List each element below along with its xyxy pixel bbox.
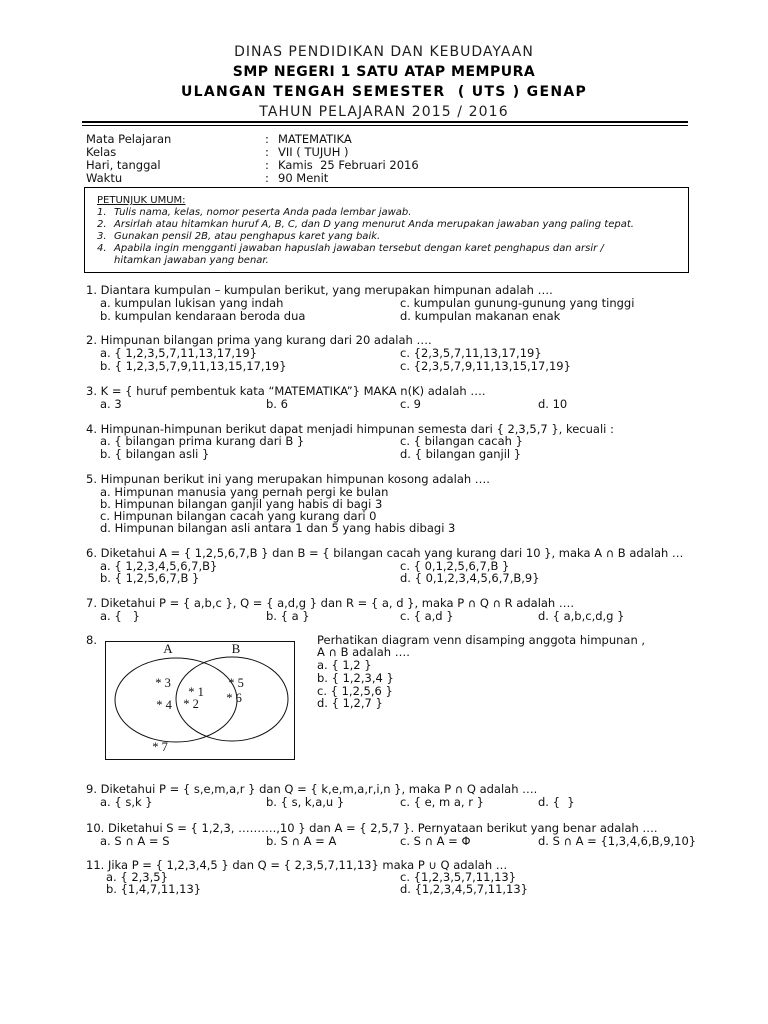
option-c: c. { 1,2,5,6 } [317, 684, 393, 698]
info-separator: : [265, 158, 269, 172]
info-separator: : [265, 132, 269, 146]
instruction-text: Tulis nama, kelas, nomor peserta Anda pada lembar jawab. [114, 207, 412, 218]
info-value-subject: MATEMATIKA [278, 132, 352, 146]
info-value-date: Kamis 25 Februari 2016 [278, 158, 419, 172]
option-a: a. S ∩ A = S [100, 834, 170, 848]
universal-set-rect [106, 642, 295, 760]
question-stem: 4. Himpunan-himpunan berikut dapat menjadi himpunan semesta dari { 2,3,5,7 }, kecuali : [86, 422, 614, 436]
option-c: c. S ∩ A = Φ [400, 834, 471, 848]
option-b: b. { 1,2,3,5,7,9,11,13,15,17,19} [100, 359, 287, 373]
info-label-subject: Mata Pelajaran [86, 132, 172, 146]
option-a: a. { 1,2,3,5,7,11,13,17,19} [100, 346, 258, 360]
set-b-label: B [231, 641, 241, 656]
venn-diagram-svg [105, 641, 295, 760]
option-c: c. {1,2,3,5,7,11,13} [400, 870, 517, 884]
option-a: a. { 1,2 } [317, 658, 372, 672]
option-a: a. { 2,3,5} [106, 870, 168, 884]
option-d: d. { a,b,c,d,g } [538, 609, 625, 623]
question-stem: 5. Himpunan berikut ini yang merupakan himpunan kosong adalah …. [86, 472, 490, 486]
option-c: c. { a,d } [400, 609, 454, 623]
option-d: c. {2,3,5,7,9,11,13,15,17,19} [400, 359, 571, 373]
question-stem: 11. Jika P = { 1,2,3,4,5 } dan Q = { 2,3,5,7,11,13} maka P ∪ Q adalah … [86, 858, 508, 872]
option-b: b. { s, k,a,u } [266, 795, 345, 809]
question-number: 8. [86, 633, 97, 647]
option-d: d. { 0,1,2,3,4,5,6,7,B,9} [400, 571, 540, 585]
option-d: d. 10 [538, 397, 568, 411]
instruction-number: 2. [97, 219, 107, 230]
option-c: c. { bilangan cacah } [400, 434, 523, 448]
venn-element: * 3 [155, 676, 171, 690]
option-a: a. 3 [100, 397, 122, 411]
venn-element: * 2 [183, 697, 199, 711]
option-b: b. { 1,2,3,4 } [317, 671, 394, 685]
option-c: c. { 0,1,2,5,6,7,B } [400, 559, 510, 573]
info-separator: : [265, 145, 269, 159]
option-d: d. { } [538, 795, 575, 809]
option-b: b. { bilangan asli } [100, 447, 210, 461]
option-a: a. { s,k } [100, 795, 153, 809]
info-label-class: Kelas [86, 145, 117, 159]
academic-year: TAHUN PELAJARAN 2015 / 2016 [259, 104, 509, 120]
question-stem-continued: A ∩ B adalah …. [317, 645, 410, 659]
option-b: b. Himpunan bilangan ganjil yang habis di bagi 3 [100, 497, 383, 511]
set-a-label: A [163, 641, 173, 656]
venn-diagram [105, 641, 295, 760]
instructions-box [84, 187, 689, 273]
option-d: d. {1,2,3,4,5,7,11,13} [400, 882, 528, 896]
question-stem: 10. Diketahui S = { 1,2,3, ……….,10 } dan A = { 2,5,7 }. Pernyataan berikut yang benar adalah …. [86, 821, 658, 835]
instruction-number: 4. [97, 243, 107, 254]
option-b: b. { a } [266, 609, 310, 623]
option-b: b. S ∩ A = A [266, 834, 337, 848]
instruction-number: 3. [97, 231, 107, 242]
option-d: d. { bilangan ganjil } [400, 447, 522, 461]
option-c: c. kumpulan gunung-gunung yang tinggi [400, 296, 635, 310]
school-name: SMP NEGERI 1 SATU ATAP MEMPURA [232, 64, 536, 80]
option-c: c. {2,3,5,7,11,13,17,19} [400, 346, 542, 360]
agency-title: DINAS PENDIDIKAN DAN KEBUDAYAAN [234, 44, 534, 60]
option-d: d. { 1,2,7 } [317, 696, 383, 710]
venn-element: * 6 [226, 691, 242, 705]
info-label-time: Waktu [86, 171, 123, 185]
instruction-text: Gunakan pensil 2B, atau penghapus karet yang baik. [114, 231, 381, 242]
option-c: c. { e, m a, r } [400, 795, 484, 809]
venn-element: * 5 [228, 676, 244, 690]
instruction-text: Arsirlah atau hitamkan huruf A, B, C, dan D yang menurut Anda merupakan jawaban yang paling tepat. [114, 219, 634, 230]
option-b: b. 6 [266, 397, 288, 411]
option-d: d. Himpunan bilangan asli antara 1 dan 5 yang habis dibagi 3 [100, 521, 456, 535]
option-b: b. {1,4,7,11,13} [106, 882, 202, 896]
question-stem: 3. K = { huruf pembentuk kata “MATEMATIKA”} MAKA n(K) adalah …. [86, 384, 486, 398]
info-value-time: 90 Menit [278, 171, 329, 185]
instruction-text: Apabila ingin mengganti jawaban hapuslah jawaban tersebut dengan karet penghapus dan arsir / [114, 243, 604, 254]
question-stem: 7. Diketahui P = { a,b,c }, Q = { a,d,g } dan R = { a, d }, maka P ∩ Q ∩ R adalah …. [86, 596, 575, 610]
question-stem: 1. Diantara kumpulan – kumpulan berikut, yang merupakan himpunan adalah …. [86, 283, 553, 297]
header-divider [82, 121, 688, 126]
question-stem: Perhatikan diagram venn disamping anggota himpunan , [317, 633, 646, 647]
option-a: a. { bilangan prima kurang dari B } [100, 434, 305, 448]
venn-element: * 4 [156, 698, 172, 712]
option-c: c. Himpunan bilangan cacah yang kurang dari 0 [100, 509, 377, 523]
venn-element: * 1 [188, 685, 204, 699]
exam-title: ULANGAN TENGAH SEMESTER ( UTS ) GENAP [180, 84, 588, 100]
instructions-title: PETUNJUK UMUM: [97, 195, 186, 206]
question-stem: 6. Diketahui A = { 1,2,5,6,7,B } dan B = { bilangan cacah yang kurang dari 10 }, maka A ∩ B adalah … [86, 546, 684, 560]
info-value-class: VII ( TUJUH ) [278, 145, 349, 159]
option-a: a. kumpulan lukisan yang indah [100, 296, 284, 310]
instruction-number: 1. [97, 207, 107, 218]
info-separator: : [265, 171, 269, 185]
option-a: a. Himpunan manusia yang pernah pergi ke bulan [100, 485, 389, 499]
instruction-text-continued: hitamkan jawaban yang benar. [114, 255, 269, 266]
option-a: a. { } [100, 609, 140, 623]
info-label-date: Hari, tanggal [86, 158, 161, 172]
venn-element: * 7 [152, 740, 168, 754]
option-d: d. S ∩ A = {1,3,4,6,B,9,10} [538, 834, 697, 848]
option-d: d. kumpulan makanan enak [400, 309, 561, 323]
option-c: c. 9 [400, 397, 421, 411]
question-stem: 9. Diketahui P = { s,e,m,a,r } dan Q = { k,e,m,a,r,i,n }, maka P ∩ Q adalah …. [86, 782, 538, 796]
option-a: a. { 1,2,3,4,5,6,7,B} [100, 559, 218, 573]
option-b: b. { 1,2,5,6,7,B } [100, 571, 200, 585]
question-stem: 2. Himpunan bilangan prima yang kurang dari 20 adalah …. [86, 333, 432, 347]
option-b: b. kumpulan kendaraan beroda dua [100, 309, 306, 323]
